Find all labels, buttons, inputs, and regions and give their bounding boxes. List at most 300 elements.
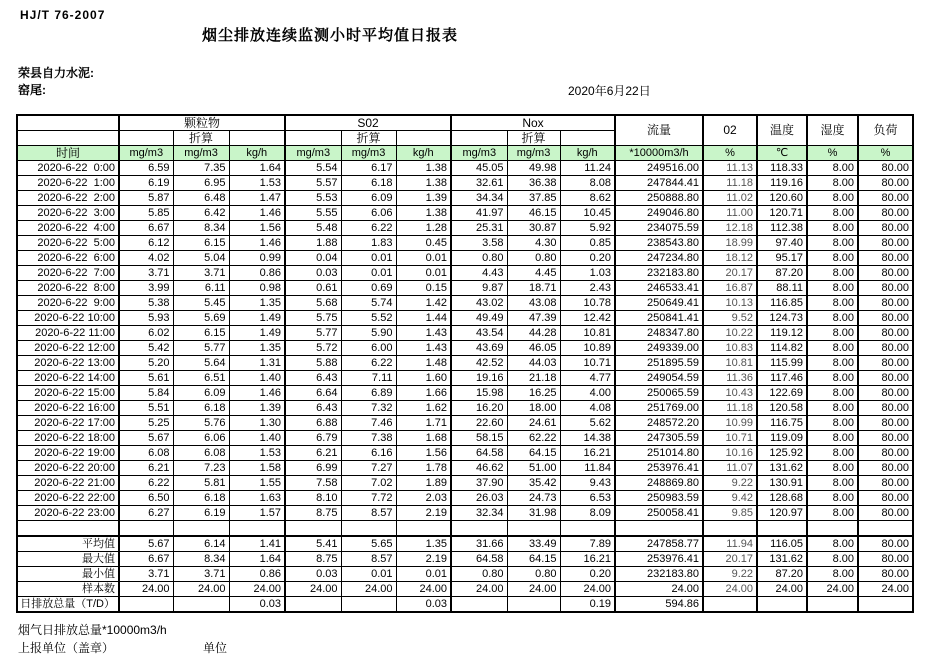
time-cell: 2020-6-22 19:00 — [17, 446, 119, 461]
value-cell: 119.09 — [757, 431, 807, 446]
value-cell: 6.17 — [341, 161, 396, 176]
value-cell: 1.38 — [396, 176, 451, 191]
value-cell: 8.00 — [807, 476, 858, 491]
value-cell: 1.68 — [396, 431, 451, 446]
value-cell: 6.15 — [173, 326, 229, 341]
value-cell: 20.17 — [703, 552, 757, 567]
value-cell: 6.08 — [119, 446, 173, 461]
value-cell: 249046.80 — [615, 206, 703, 221]
value-cell: 10.81 — [560, 326, 615, 341]
value-cell: 80.00 — [858, 461, 913, 476]
value-cell: 80.00 — [858, 161, 913, 176]
value-cell: 6.19 — [173, 506, 229, 521]
time-cell: 2020-6-22 3:00 — [17, 206, 119, 221]
value-cell: 250065.59 — [615, 386, 703, 401]
value-cell: 80.00 — [858, 567, 913, 582]
value-cell: 8.00 — [807, 266, 858, 281]
value-cell: 64.15 — [507, 446, 560, 461]
value-cell: 6.00 — [341, 341, 396, 356]
value-cell: 32.34 — [451, 506, 507, 521]
value-cell: 5.25 — [119, 416, 173, 431]
value-cell: 6.22 — [119, 476, 173, 491]
value-cell: 8.00 — [807, 446, 858, 461]
value-cell: 6.48 — [173, 191, 229, 206]
blank-cell — [396, 521, 451, 537]
value-cell: 24.00 — [285, 582, 341, 597]
value-cell: 1.41 — [229, 536, 285, 552]
value-cell: 1.64 — [229, 552, 285, 567]
value-cell: 18.00 — [507, 401, 560, 416]
header-unit: mg/m3 — [451, 146, 507, 161]
value-cell: 18.12 — [703, 251, 757, 266]
value-cell: 0.69 — [341, 281, 396, 296]
table-row — [17, 506, 913, 521]
value-cell: 5.57 — [285, 176, 341, 191]
value-cell: 118.33 — [757, 161, 807, 176]
value-cell: 1.88 — [285, 236, 341, 251]
value-cell: 116.85 — [757, 296, 807, 311]
value-cell: 4.00 — [560, 386, 615, 401]
value-cell: 117.46 — [757, 371, 807, 386]
value-cell: 247858.77 — [615, 536, 703, 552]
time-cell: 2020-6-22 0:00 — [17, 161, 119, 176]
value-cell: 247305.59 — [615, 431, 703, 446]
value-cell: 8.00 — [807, 567, 858, 582]
value-cell: 6.22 — [341, 356, 396, 371]
value-cell: 112.38 — [757, 221, 807, 236]
header-unit: % — [858, 146, 913, 161]
value-cell: 1.40 — [229, 371, 285, 386]
value-cell: 80.00 — [858, 401, 913, 416]
time-cell: 2020-6-22 6:00 — [17, 251, 119, 266]
value-cell: 11.13 — [703, 161, 757, 176]
table-row — [17, 206, 913, 221]
value-cell: 253976.41 — [615, 461, 703, 476]
value-cell: 8.34 — [173, 552, 229, 567]
blank-cell — [560, 521, 615, 537]
value-cell: 24.00 — [396, 582, 451, 597]
value-cell: 47.39 — [507, 311, 560, 326]
value-cell: 19.16 — [451, 371, 507, 386]
value-cell: 5.77 — [173, 341, 229, 356]
value-cell: 46.05 — [507, 341, 560, 356]
value-cell: 10.16 — [703, 446, 757, 461]
value-cell: 114.82 — [757, 341, 807, 356]
value-cell: 24.00 — [703, 582, 757, 597]
time-cell: 2020-6-22 11:00 — [17, 326, 119, 341]
value-cell: 24.00 — [507, 582, 560, 597]
value-cell: 0.03 — [396, 597, 451, 613]
value-cell: 24.73 — [507, 491, 560, 506]
value-cell: 1.49 — [229, 311, 285, 326]
value-cell: 10.43 — [703, 386, 757, 401]
value-cell: 119.12 — [757, 326, 807, 341]
value-cell: 5.90 — [341, 326, 396, 341]
value-cell: 247844.41 — [615, 176, 703, 191]
value-cell: 80.00 — [858, 536, 913, 552]
summary-row — [17, 567, 913, 582]
value-cell: 11.36 — [703, 371, 757, 386]
value-cell: 8.00 — [807, 236, 858, 251]
value-cell: 3.71 — [119, 266, 173, 281]
value-cell: 0.03 — [285, 567, 341, 582]
value-cell: 6.43 — [285, 401, 341, 416]
value-cell: 9.52 — [703, 311, 757, 326]
value-cell: 80.00 — [858, 386, 913, 401]
value-cell: 9.87 — [451, 281, 507, 296]
value-cell: 97.40 — [757, 236, 807, 251]
table-row — [17, 326, 913, 341]
value-cell: 1.03 — [560, 266, 615, 281]
value-cell: 1.63 — [229, 491, 285, 506]
table-row — [17, 461, 913, 476]
value-cell: 3.99 — [119, 281, 173, 296]
value-cell: 24.00 — [119, 582, 173, 597]
value-cell: 1.83 — [341, 236, 396, 251]
header-sub — [229, 131, 285, 146]
value-cell: 10.78 — [560, 296, 615, 311]
value-cell: 43.54 — [451, 326, 507, 341]
value-cell: 5.75 — [285, 311, 341, 326]
value-cell: 6.18 — [341, 176, 396, 191]
value-cell: 24.00 — [560, 582, 615, 597]
value-cell — [341, 597, 396, 613]
time-cell: 2020-6-22 20:00 — [17, 461, 119, 476]
value-cell: 7.27 — [341, 461, 396, 476]
value-cell: 9.42 — [703, 491, 757, 506]
value-cell: 1.57 — [229, 506, 285, 521]
value-cell: 122.69 — [757, 386, 807, 401]
value-cell: 46.62 — [451, 461, 507, 476]
value-cell: 8.00 — [807, 281, 858, 296]
value-cell: 6.50 — [119, 491, 173, 506]
value-cell: 0.01 — [396, 251, 451, 266]
value-cell: 8.62 — [560, 191, 615, 206]
summary-label: 最大值 — [17, 552, 119, 567]
value-cell: 80.00 — [858, 416, 913, 431]
value-cell: 8.00 — [807, 401, 858, 416]
header-sub: 折算 — [341, 131, 396, 146]
value-cell: 10.99 — [703, 416, 757, 431]
value-cell: 6.15 — [173, 236, 229, 251]
value-cell: 0.04 — [285, 251, 341, 266]
value-cell: 6.06 — [341, 206, 396, 221]
value-cell: 6.51 — [173, 371, 229, 386]
blank-cell — [341, 521, 396, 537]
header-sub — [285, 131, 341, 146]
value-cell: 5.87 — [119, 191, 173, 206]
gas-total-note: 烟气日排放总量*10000m3/h — [18, 623, 167, 637]
time-cell: 2020-6-22 18:00 — [17, 431, 119, 446]
value-cell: 5.52 — [341, 311, 396, 326]
blank-cell — [229, 521, 285, 537]
table-row — [17, 491, 913, 506]
value-cell: 20.17 — [703, 266, 757, 281]
header-sub: 折算 — [173, 131, 229, 146]
header-unit: % — [703, 146, 757, 161]
value-cell: 8.00 — [807, 221, 858, 236]
value-cell: 6.19 — [119, 176, 173, 191]
value-cell: 7.58 — [285, 476, 341, 491]
value-cell — [173, 597, 229, 613]
value-cell: 5.48 — [285, 221, 341, 236]
value-cell: 80.00 — [858, 552, 913, 567]
table-row — [17, 341, 913, 356]
value-cell: 58.15 — [451, 431, 507, 446]
value-cell: 6.67 — [119, 552, 173, 567]
value-cell: 11.18 — [703, 401, 757, 416]
value-cell: 1.47 — [229, 191, 285, 206]
blank-cell — [807, 521, 858, 537]
time-cell: 2020-6-22 10:00 — [17, 311, 119, 326]
value-cell: 1.35 — [229, 296, 285, 311]
value-cell — [757, 597, 807, 613]
value-cell: 5.88 — [285, 356, 341, 371]
value-cell: 5.81 — [173, 476, 229, 491]
value-cell: 24.00 — [858, 582, 913, 597]
value-cell: 14.38 — [560, 431, 615, 446]
value-cell: 1.62 — [396, 401, 451, 416]
value-cell: 7.23 — [173, 461, 229, 476]
value-cell: 1.89 — [396, 476, 451, 491]
value-cell: 30.87 — [507, 221, 560, 236]
table-row — [17, 416, 913, 431]
value-cell: 37.90 — [451, 476, 507, 491]
header-blank — [17, 115, 119, 131]
value-cell: 120.60 — [757, 191, 807, 206]
value-cell: 1.48 — [396, 356, 451, 371]
value-cell: 64.58 — [451, 552, 507, 567]
value-cell: 24.00 — [173, 582, 229, 597]
value-cell: 5.20 — [119, 356, 173, 371]
header-col: 负荷 — [858, 115, 913, 146]
value-cell: 80.00 — [858, 431, 913, 446]
value-cell: 9.43 — [560, 476, 615, 491]
value-cell: 250983.59 — [615, 491, 703, 506]
value-cell: 0.20 — [560, 251, 615, 266]
value-cell: 80.00 — [858, 251, 913, 266]
value-cell: 10.89 — [560, 341, 615, 356]
value-cell: 594.86 — [615, 597, 703, 613]
header-unit: mg/m3 — [285, 146, 341, 161]
value-cell: 128.68 — [757, 491, 807, 506]
value-cell: 1.58 — [229, 461, 285, 476]
value-cell: 0.01 — [396, 266, 451, 281]
time-cell: 2020-6-22 14:00 — [17, 371, 119, 386]
value-cell: 5.64 — [173, 356, 229, 371]
value-cell: 6.11 — [173, 281, 229, 296]
value-cell: 80.00 — [858, 266, 913, 281]
value-cell: 6.21 — [285, 446, 341, 461]
value-cell: 80.00 — [858, 446, 913, 461]
time-cell: 2020-6-22 2:00 — [17, 191, 119, 206]
header-col: 湿度 — [807, 115, 858, 146]
value-cell: 0.01 — [341, 567, 396, 582]
value-cell: 10.71 — [703, 431, 757, 446]
value-cell: 80.00 — [858, 311, 913, 326]
value-cell: 87.20 — [757, 266, 807, 281]
value-cell: 1.40 — [229, 431, 285, 446]
value-cell: 4.77 — [560, 371, 615, 386]
value-cell: 3.71 — [173, 567, 229, 582]
value-cell: 6.88 — [285, 416, 341, 431]
value-cell: 6.14 — [173, 536, 229, 552]
time-cell: 2020-6-22 7:00 — [17, 266, 119, 281]
value-cell: 1.39 — [396, 191, 451, 206]
value-cell: 5.55 — [285, 206, 341, 221]
value-cell: 1.46 — [229, 236, 285, 251]
value-cell: 5.72 — [285, 341, 341, 356]
value-cell: 43.69 — [451, 341, 507, 356]
value-cell: 7.38 — [341, 431, 396, 446]
value-cell: 24.00 — [229, 582, 285, 597]
table-row — [17, 251, 913, 266]
time-cell: 2020-6-22 1:00 — [17, 176, 119, 191]
value-cell — [285, 597, 341, 613]
header-group: S02 — [285, 115, 451, 131]
value-cell: 24.61 — [507, 416, 560, 431]
value-cell: 4.08 — [560, 401, 615, 416]
value-cell: 250841.41 — [615, 311, 703, 326]
blank-row — [17, 521, 913, 537]
value-cell: 16.25 — [507, 386, 560, 401]
value-cell: 3.71 — [173, 266, 229, 281]
value-cell: 238543.80 — [615, 236, 703, 251]
header-unit: mg/m3 — [341, 146, 396, 161]
unit-label: 单位 — [203, 641, 228, 655]
value-cell: 36.38 — [507, 176, 560, 191]
header-sub — [119, 131, 173, 146]
value-cell: 8.00 — [807, 296, 858, 311]
value-cell: 80.00 — [858, 236, 913, 251]
value-cell: 248572.20 — [615, 416, 703, 431]
value-cell: 2.43 — [560, 281, 615, 296]
header-unit: ℃ — [757, 146, 807, 161]
value-cell: 0.61 — [285, 281, 341, 296]
header-sub — [560, 131, 615, 146]
value-cell: 80.00 — [858, 476, 913, 491]
value-cell: 250888.80 — [615, 191, 703, 206]
daily-total-row — [17, 597, 913, 613]
value-cell: 8.00 — [807, 416, 858, 431]
value-cell: 8.57 — [341, 552, 396, 567]
header-col: 流量 — [615, 115, 703, 146]
value-cell: 8.57 — [341, 506, 396, 521]
value-cell — [507, 597, 560, 613]
value-cell: 5.92 — [560, 221, 615, 236]
header-group: 颗粒物 — [119, 115, 285, 131]
value-cell: 1.56 — [396, 446, 451, 461]
value-cell: 1.49 — [229, 326, 285, 341]
value-cell: 116.75 — [757, 416, 807, 431]
value-cell: 6.99 — [285, 461, 341, 476]
value-cell: 1.30 — [229, 416, 285, 431]
value-cell: 5.67 — [119, 431, 173, 446]
value-cell: 0.45 — [396, 236, 451, 251]
header-unit: % — [807, 146, 858, 161]
value-cell: 249516.00 — [615, 161, 703, 176]
table-row — [17, 266, 913, 281]
value-cell: 0.03 — [285, 266, 341, 281]
value-cell: 0.86 — [229, 266, 285, 281]
value-cell — [703, 597, 757, 613]
value-cell: 1.38 — [396, 161, 451, 176]
value-cell: 1.43 — [396, 326, 451, 341]
value-cell: 31.66 — [451, 536, 507, 552]
value-cell: 24.00 — [615, 582, 703, 597]
value-cell: 12.18 — [703, 221, 757, 236]
time-cell: 2020-6-22 23:00 — [17, 506, 119, 521]
value-cell: 35.42 — [507, 476, 560, 491]
value-cell: 1.31 — [229, 356, 285, 371]
value-cell: 1.46 — [229, 386, 285, 401]
value-cell: 0.86 — [229, 567, 285, 582]
value-cell: 12.42 — [560, 311, 615, 326]
value-cell: 8.00 — [807, 191, 858, 206]
value-cell: 248869.80 — [615, 476, 703, 491]
value-cell: 7.32 — [341, 401, 396, 416]
value-cell: 18.71 — [507, 281, 560, 296]
time-cell: 2020-6-22 17:00 — [17, 416, 119, 431]
header-unit: kg/h — [560, 146, 615, 161]
station-name: 窑尾: — [18, 83, 46, 97]
value-cell: 1.53 — [229, 176, 285, 191]
value-cell: 80.00 — [858, 371, 913, 386]
value-cell: 51.00 — [507, 461, 560, 476]
table-row — [17, 281, 913, 296]
value-cell: 7.35 — [173, 161, 229, 176]
blank-cell — [858, 521, 913, 537]
value-cell: 248347.80 — [615, 326, 703, 341]
value-cell: 80.00 — [858, 356, 913, 371]
summary-label: 最小值 — [17, 567, 119, 582]
value-cell: 37.85 — [507, 191, 560, 206]
value-cell: 1.71 — [396, 416, 451, 431]
value-cell: 11.94 — [703, 536, 757, 552]
time-cell: 2020-6-22 9:00 — [17, 296, 119, 311]
header-sub — [451, 131, 507, 146]
table-row — [17, 236, 913, 251]
value-cell: 5.69 — [173, 311, 229, 326]
value-cell: 6.95 — [173, 176, 229, 191]
summary-row — [17, 536, 913, 552]
value-cell: 5.74 — [341, 296, 396, 311]
value-cell: 1.42 — [396, 296, 451, 311]
value-cell: 80.00 — [858, 296, 913, 311]
value-cell: 5.41 — [285, 536, 341, 552]
value-cell: 5.68 — [285, 296, 341, 311]
value-cell: 31.98 — [507, 506, 560, 521]
header-unit: mg/m3 — [507, 146, 560, 161]
value-cell — [858, 597, 913, 613]
value-cell: 249054.59 — [615, 371, 703, 386]
value-cell: 1.39 — [229, 401, 285, 416]
value-cell: 11.84 — [560, 461, 615, 476]
value-cell: 3.58 — [451, 236, 507, 251]
value-cell: 10.13 — [703, 296, 757, 311]
value-cell: 1.66 — [396, 386, 451, 401]
header-row-groups — [17, 115, 913, 131]
value-cell: 11.24 — [560, 161, 615, 176]
value-cell: 8.00 — [807, 552, 858, 567]
standard-number: HJ/T 76-2007 — [20, 8, 106, 22]
value-cell: 6.89 — [341, 386, 396, 401]
value-cell: 10.71 — [560, 356, 615, 371]
value-cell: 49.98 — [507, 161, 560, 176]
value-cell: 6.42 — [173, 206, 229, 221]
value-cell: 5.85 — [119, 206, 173, 221]
value-cell: 1.53 — [229, 446, 285, 461]
